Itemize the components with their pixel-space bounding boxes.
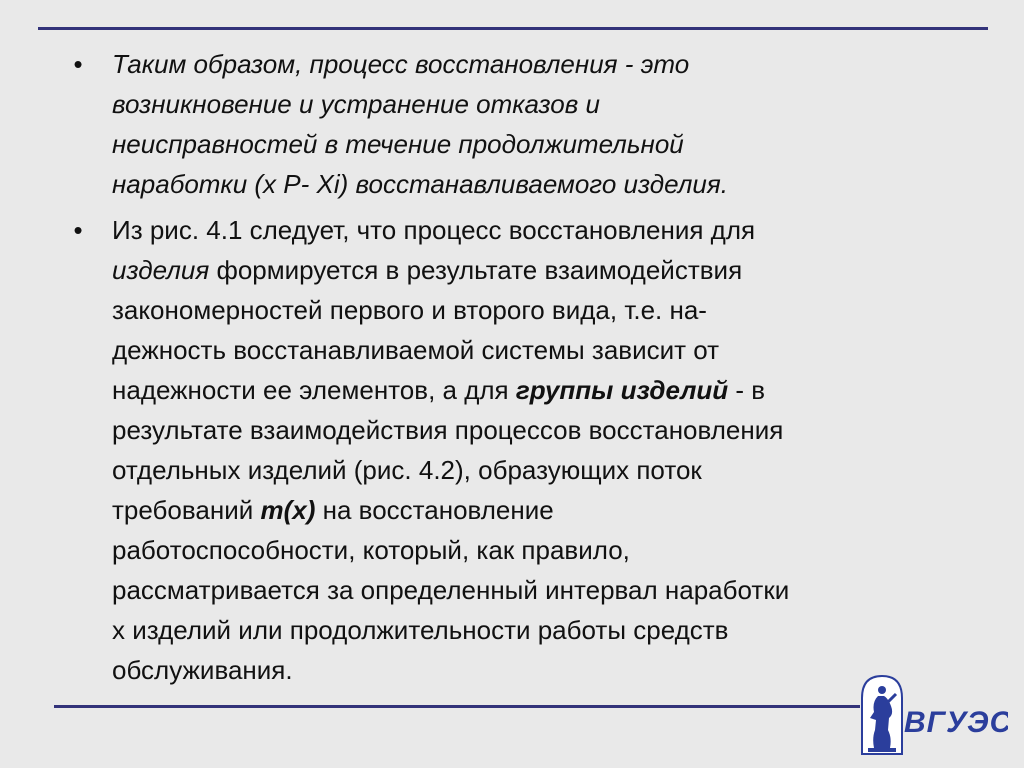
bullet1-line4: наработки (x Р- Xi) восстанавливаемого изделия. (112, 169, 728, 199)
bullet2-line12: обслуживания. (112, 655, 293, 685)
logo-text: ВГУЭС (904, 706, 1008, 739)
term-izdeliya: изделия (112, 255, 210, 285)
bullet-dot: • (73, 215, 83, 245)
bullet2-line5-pre: надежности ее элементов, а для (112, 375, 516, 405)
bullet-item-2 (68, 210, 968, 690)
bottom-divider (54, 705, 860, 708)
bullet1-line3: неисправностей в течение продолжительной (112, 129, 684, 159)
bullet2-line3: закономерностей первого и второго вида, т.е. на- (112, 295, 707, 325)
bullet2-line10: рассматривается за определенный интервал наработки (112, 575, 790, 605)
vguies-logo (858, 672, 1008, 756)
bullet2-line5-post: - в (728, 375, 766, 405)
bullet2-line9: работоспособности, который, как правило, (112, 535, 630, 565)
bullet1-line1: Таким образом, процесс восстановления - это (112, 49, 690, 79)
bullet2-line8-pre: требований (112, 495, 261, 525)
term-gruppy-izdeliy: группы изделий (515, 375, 729, 405)
bullet2-line2-rest: формируется в результате взаимодействия (209, 255, 743, 285)
bullet-item-1 (68, 44, 968, 204)
bullet2-line8 (112, 490, 968, 530)
statue-emblem-icon (858, 672, 1008, 756)
bullet2-line2 (112, 250, 968, 290)
term-mx: m(x) (260, 495, 316, 525)
bullet2-line7: отдельных изделий (рис. 4.2), образующих поток (112, 455, 702, 485)
bullet2-line1: Из рис. 4.1 следует, что процесс восстановления для (112, 215, 756, 245)
bullet-dot: • (73, 49, 83, 79)
bullet1-line2: возникновение и устранение отказов и (112, 89, 600, 119)
bullet2-line8-post: на восстановление (315, 495, 554, 525)
top-divider (38, 27, 988, 30)
bullet2-line4: дежность восстанавливаемой системы зависит от (112, 335, 720, 365)
bullet2-line6: результате взаимодействия процессов восстановления (112, 415, 784, 445)
slide-body (68, 44, 968, 690)
bullet2-line11: x изделий или продолжительности работы средств (112, 615, 729, 645)
bullet2-line5 (112, 370, 968, 410)
